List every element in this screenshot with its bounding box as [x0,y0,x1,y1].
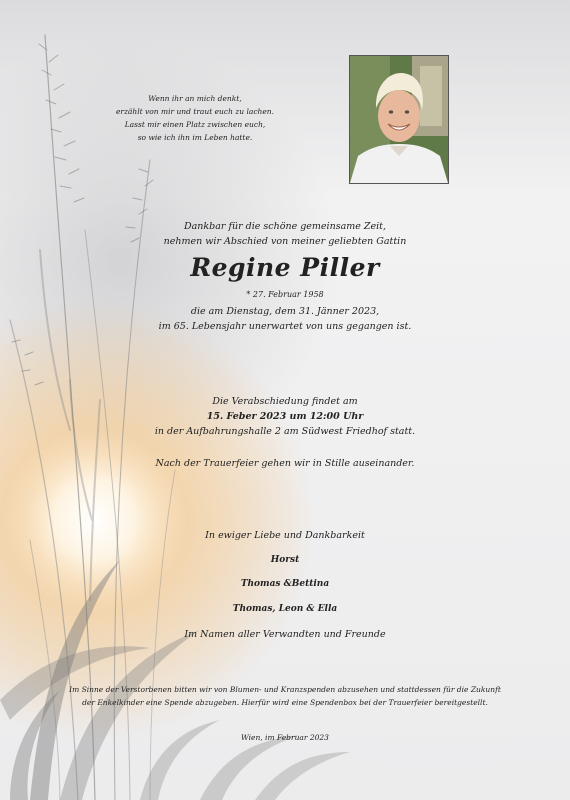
deceased-name: Regine Piller [190,253,380,282]
relatives-line: Im Namen aller Verwandten und Freunde [184,629,386,640]
death-notice [110,304,460,334]
intro-line: Dankbar für die schöne gemeinsame Zeit, [184,221,386,232]
quote-line: Lasst mir einen Platz zwischen euch, [124,120,266,129]
note-line: Im Sinne der Verstorbenen bitten wir von Blumen- und Kranzspenden abzusehen und stattdessen für die Zukunft [69,685,501,694]
family-member: Thomas, Leon & Ella [232,604,338,614]
birth-date: * 27. Februar 1958 [246,290,324,299]
place-date: Wien, im Februar 2023 [241,733,329,742]
death-line: im 65. Lebensjahr unerwartet von uns gegangen ist. [158,321,412,332]
quote-line: so wie ich ihn im Leben hatte. [137,133,253,142]
quote-line: Wenn ihr an mich denkt, [148,94,242,103]
after-ceremony-text: Nach der Trauerfeier gehen wir in Stille auseinander. [155,458,415,469]
family-member: Horst [270,555,300,565]
closing-line: In ewiger Liebe und Dankbarkeit [205,530,365,541]
donation-note [40,684,530,709]
farewell-datetime: 15. Feber 2023 um 12:00 Uhr [206,411,364,422]
intro-text [120,219,450,249]
quote-line: erzählt von mir und traut euch zu lachen. [115,107,275,116]
family-member: Thomas &Bettina [240,579,330,589]
memorial-quote [80,92,310,144]
farewell-line: Die Verabschiedung findet am [212,396,358,407]
note-line: der Enkelkinder eine Spende abzugeben. Hierfür wird eine Spendenbox bei der Trauerfeier bereitgestellt. [82,697,488,707]
portrait-photo [349,55,449,184]
intro-line: nehmen wir Abschied von meiner geliebten Gattin [163,236,407,247]
death-line: die am Dienstag, dem 31. Jänner 2023, [190,306,380,317]
farewell-location: in der Aufbahrungshalle 2 am Südwest Friedhof statt. [154,426,416,437]
farewell-info [120,394,450,439]
